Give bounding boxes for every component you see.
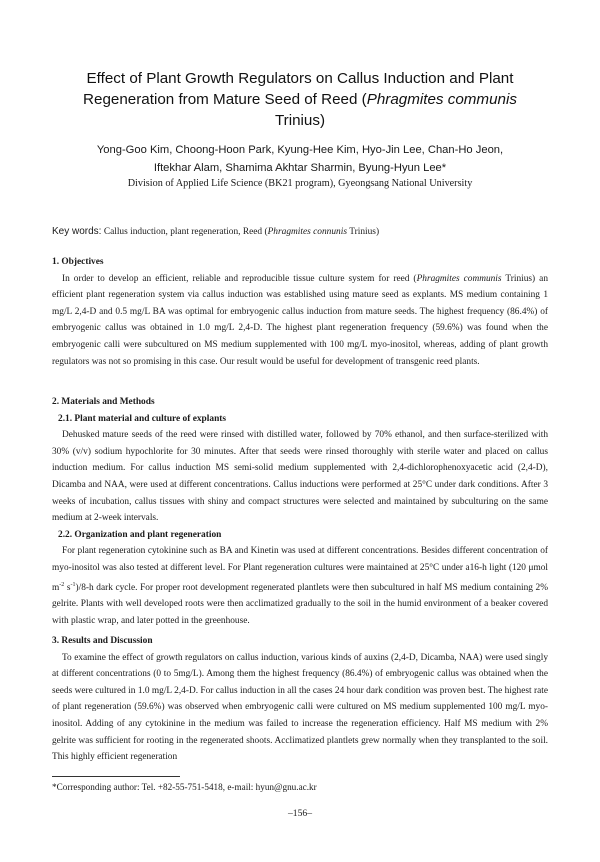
title-species-name: Phragmites communis	[366, 91, 517, 108]
title-line-3: Trinius)	[274, 112, 326, 129]
title-line-1: Effect of Plant Growth Regulators on Callus Induction and Plant	[86, 70, 514, 87]
objectives-text-1: In order to develop an efficient, reliable and reproducible tissue culture system for reed (	[62, 273, 417, 284]
paper-title	[40, 68, 560, 131]
title-line-2	[40, 89, 560, 110]
objectives-heading: 1. Objectives	[52, 257, 104, 267]
methods-p2-text-c: )/8-h dark cycle. For proper root development regenerated plantlets were then subcultured in half MS medium containing 2% gelrite. Plants with well developed roots were then acclimatized gradually to the soil in the humid environment of a beaker covered with plastic wrap, and later potted in the greenhouse.	[52, 582, 548, 626]
keywords	[52, 225, 552, 239]
objectives-species: Phragmites communis	[416, 273, 502, 284]
authors-line-1: Yong-Goo Kim, Choong-Hoon Park, Kyung-Hee Kim, Hyo-Jin Lee, Chan-Ho Jeon,	[96, 144, 504, 156]
objectives-section	[52, 254, 548, 370]
methods-p2-sup-2: -1	[70, 581, 76, 588]
corresponding-author-footnote: *Corresponding author: Tel. +82-55-751-5418, e-mail: hyun@gnu.ac.kr	[52, 782, 317, 792]
methods-paragraph-2	[52, 543, 548, 629]
keywords-text-end: Trinius)	[349, 227, 380, 237]
results-section	[52, 633, 548, 766]
keywords-species: Phragmites connunis	[267, 227, 348, 237]
methods-heading: 2. Materials and Methods	[52, 397, 155, 407]
methods-p2-text-a: For plant regeneration cytokinine such as BA and Kinetin was used at different concentrations. Besides different concentration of myo-inositol was also tested at different level. For Plant regeneration cultures were maintained at 25°C under a16-h light (120 μmol m	[52, 546, 548, 593]
methods-p2-sup-1: -2	[59, 581, 65, 588]
methods-p2-text-b: s	[64, 582, 71, 593]
keywords-label: Key words:	[52, 226, 102, 237]
keywords-text: Callus induction, plant regeneration, Reed (	[103, 227, 268, 237]
title-line-2-text: Regeneration from Mature Seed of Reed (	[83, 91, 367, 108]
objectives-paragraph	[52, 271, 548, 371]
results-paragraph: To examine the effect of growth regulators on callus induction, various kinds of auxins (2,4-D, Dicamba, NAA) were used singly at different concentrations (0 to 5mg/L). Among them the highest frequency (86.4%) of embryogenic callus was obtained when the seeds were cultured in 1.0 mg/L 2,4-D. For callus induction in all the cases 24 hour dark condition was proven best. The highest rate of plant regeneration (59.6%) was observed when embryogenic calli were cultured on MS medium supplemented 100 mg/L myo-inositol. Adding of any cytokinine in the medium was failed to increase the regeneration efficiency. Half MS medium with 2% gelrite was sufficient for rooting in the regenerated shoots. Acclimatized plantlets grew normally when they transplanted to the soil. This highly efficient regeneration	[52, 652, 548, 763]
affiliation: Division of Applied Life Science (BK21 program), Gyeongsang National University	[127, 178, 473, 189]
footnote-divider	[52, 776, 180, 777]
methods-subheading-2: 2.2. Organization and plant regeneration	[58, 529, 222, 540]
methods-subheading-1: 2.1. Plant material and culture of explants	[58, 413, 227, 424]
author-list	[40, 141, 560, 177]
page-number: –156–	[288, 808, 312, 819]
methods-paragraph-1: Dehusked mature seeds of the reed were rinsed with distilled water, followed by 70% ethanol, and then surface-sterilized with 30% (v/v) sodium hypochlorite for 30 minutes. After that seeds were rinsed thoroughly with sterile water and placed on callus induction medium. For callus induction MS semi-solid medium supplemented with 2,4-dichlorophenoxyacetic acid (2,4-D), Dicamba and NAA, were used at different concentrations. Callus inductions were performed at 25°C under dark conditions. After 3 weeks of incubation, callus tissues with shiny and compact structures were selected and maintained by subculturing on the same medium at 2-week intervals.	[52, 430, 548, 524]
methods-section	[52, 394, 548, 629]
results-heading: 3. Results and Discussion	[52, 636, 153, 646]
authors-line-2: Iftekhar Alam, Shamima Akhtar Sharmin, Byung-Hyun Lee*	[153, 162, 447, 174]
objectives-text-2: Trinius) an efficient plant regeneration system via callus induction was established using mature seed as explants. MS medium containing 1 mg/L 2,4-D and 0.5 mg/L BA was optimal for embryogenic callus induction from mature seeds. The highest frequency (86.4%) of embryogenic callus was obtained in 1.0 mg/L 2,4-D. The highest plant regeneration frequency (59.6%) was found when the embryogenic calli were subcultured on MS medium supplemented with 100 mg/L myo-inositol, whereas, adding of plant growth regulators was not so promising in this case. Our result would be useful for development of transgenic reed plants.	[52, 273, 548, 367]
